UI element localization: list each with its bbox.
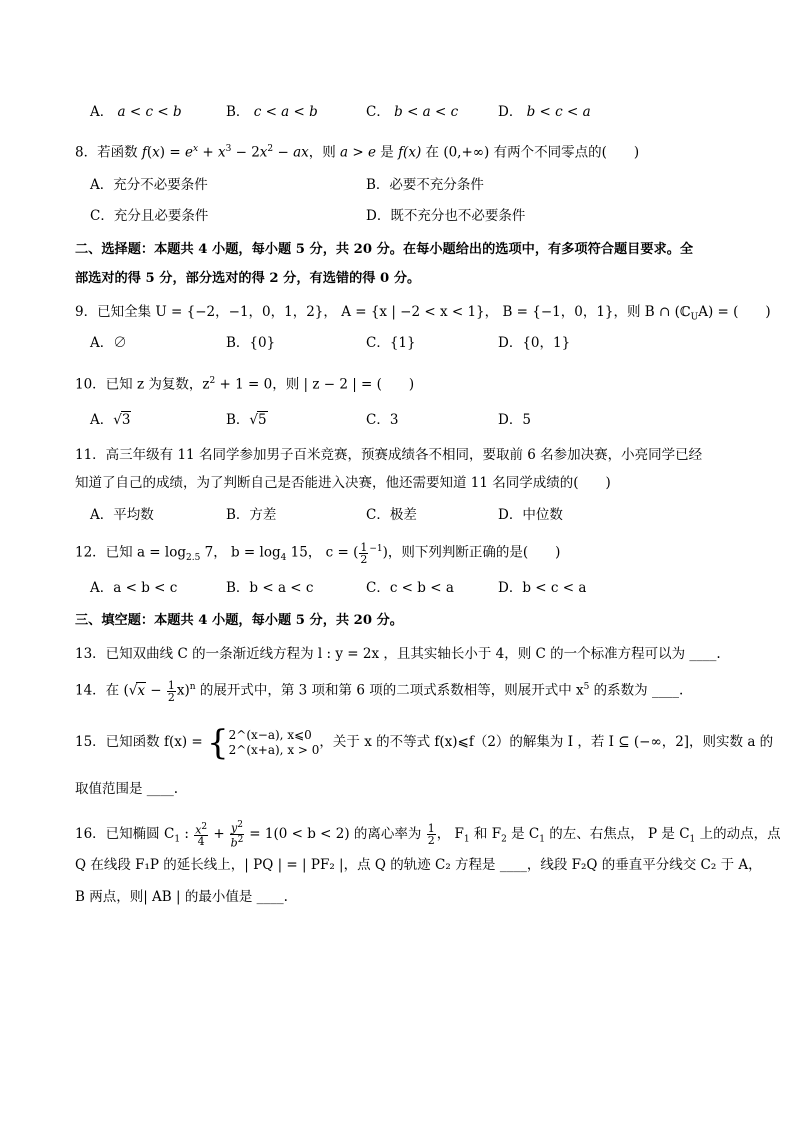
q8-option-a: A．充分不必要条件 bbox=[90, 177, 208, 193]
q9-option-b: B．{0} bbox=[226, 335, 276, 351]
q8-option-b: B．必要不充分条件 bbox=[366, 177, 484, 193]
q11-option-c: C．极差 bbox=[366, 507, 417, 523]
q9-option-a: A．∅ bbox=[90, 335, 127, 351]
q7-option-c: C． b < a < c bbox=[366, 104, 459, 120]
q8-stem: 8．若函数 $f(x) = e^x + x^3 - 2x^2$ − ax，则 a > e 是 f(x) 在 (0,+∞) 有两个不同零点的( ) bbox=[75, 144, 640, 161]
q9-option-c: C．{1} bbox=[366, 335, 416, 351]
q10-option-a: A．√3 bbox=[90, 412, 131, 428]
q15-stem-line2: 取值范围是 ____. bbox=[75, 781, 179, 797]
q16-stem-line3: B 两点，则| AB | 的最小值是 ____. bbox=[75, 889, 288, 905]
q12-option-d: D．b < c < a bbox=[498, 580, 587, 596]
q11-stem-line1: 11．高三年级有 11 名同学参加男子百米竞赛，预赛成绩各不相同，要取前 6 名参加决赛，小亮同学已经 bbox=[75, 447, 703, 463]
q16-stem-line1: 16．已知椭圆 $C_1$ : $\frac{x^2}{4}$ + $\frac{y^2}{b^2}$ = 1(0 < b < 2) 的离心率为 $\frac{1}{2}$ ， $F_1$ 和 $F_2$ 是 $C_1$ 的左、右焦点， P 是 $C_1$ 上的动点，点 bbox=[75, 820, 781, 850]
q12-option-c: C．c < b < a bbox=[366, 580, 454, 596]
q7-option-b: B． c < a < b bbox=[226, 104, 318, 120]
q12-stem: 12．已知 $a = \log_{2.5} 7$， $b = \log_4 15$， c = ( $\frac{1}{2}$ $^{-1}$)，则下列判断正确的是( ) bbox=[75, 540, 561, 566]
q7-option-a: A． a < c < b bbox=[90, 104, 182, 120]
section2-heading-line1: 二、选择题：本题共 4 小题，每小题 5 分，共 20 分。在每小题给出的选项中，有多项符合题目要求。全 bbox=[75, 242, 694, 257]
q11-option-d: D．中位数 bbox=[498, 507, 563, 523]
q13-stem: 13．已知双曲线 C 的一条渐近线方程为 l : y = 2x ，且其实轴长小于 4，则 C 的一个标准方程可以为 ____. bbox=[75, 646, 721, 662]
q9-option-d: D．{0，1} bbox=[498, 335, 571, 351]
q11-stem-line2: 知道了自己的成绩，为了判断自己是否能进入决赛，他还需要知道 11 名同学成绩的( ) bbox=[75, 475, 611, 491]
q12-option-a: A．a < b < c bbox=[90, 580, 178, 596]
q14-stem: 14．在 (√x − $\frac{1}{2}$ x)$^n$ 的展开式中，第 3 项和第 6 项的二项式系数相等，则展开式中 $x^5$ 的系数为 ____. bbox=[75, 678, 684, 704]
q12-option-b: B．b < a < c bbox=[226, 580, 314, 596]
q11-option-b: B．方差 bbox=[226, 507, 277, 523]
q8-option-c: C．充分且必要条件 bbox=[90, 208, 209, 224]
q11-option-a: A．平均数 bbox=[90, 507, 154, 523]
q10-stem: 10．已知 z 为复数，$z^2 + 1 = 0$，则 | z − 2 | = ( ) bbox=[75, 376, 415, 393]
q10-option-c: C．3 bbox=[366, 412, 399, 428]
q10-option-d: D．5 bbox=[498, 412, 531, 428]
q8-option-d: D．既不充分也不必要条件 bbox=[366, 208, 526, 224]
section2-heading-line2: 部选对的得 5 分，部分选对的得 2 分，有选错的得 0 分。 bbox=[75, 271, 421, 286]
q7-option-d: D． b < c < a bbox=[498, 104, 591, 120]
q16-stem-line2: Q 在线段 F₁P 的延长线上，| PQ | = | PF₂ |，点 Q 的轨迹 C₂ 方程是 ____，线段 F₂Q 的垂直平分线交 C₂ 于 A， bbox=[75, 857, 762, 873]
q10-option-b: B．√5 bbox=[226, 412, 267, 428]
q15-stem: 15．已知函数 f(x) = { 2^(x−a), x⩽0 2^(x+a), x > 0 ，关于 x 的不等式 f(x)⩽f（2）的解集为 I ，若 I ⊆ (−∞，2]，则实数 a 的 bbox=[75, 722, 774, 763]
section3-heading: 三、填空题：本题共 4 小题，每小题 5 分，共 20 分。 bbox=[75, 613, 403, 628]
q9-stem: 9．已知全集 U = {−2，−1，0，1，2}， A = {x | −2 < x < 1}， B = {−1，0，1}，则 B ∩ (ℂ$_U$A) = ( ) bbox=[75, 304, 771, 323]
